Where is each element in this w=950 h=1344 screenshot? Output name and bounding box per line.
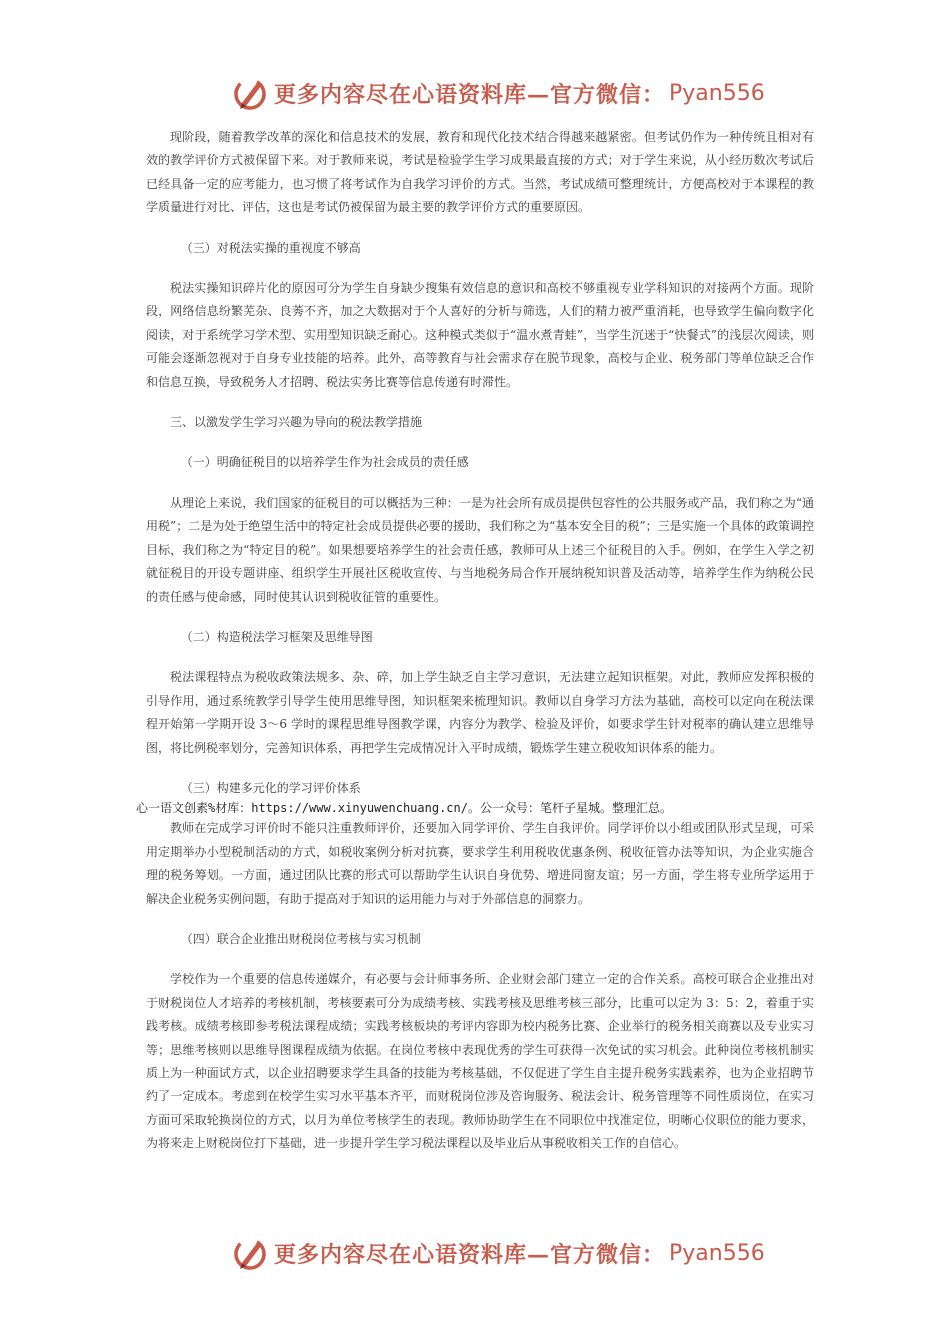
paragraph: 从理论上来说，我们国家的征税目的可以概括为三种：一是为社会所有成员提供包容性的公共服务或产品，我们称之为“通用税”；二是为处于绝望生活中的特定社会成员提供必要的援助，我们称之为“基本安全目的税”；三是实施一个具体的政策调控目标，我们称之为“特定目的税”。如果想要培养学生的社会责任感，教师可从上述三个征税目的入手。例如，在学生入学之初就征税目的开设专题讲座、组织学生开展社区税收宣传、与当地税务局合作开展纳税知识普及活动等，培养学生作为纳税公民的责任感与使命感，同时使其认识到税收征管的重要性。: [146, 495, 814, 604]
section-heading: （三）对税法实操的重视度不够高: [180, 240, 361, 255]
banner-wechat-id: Pyan556: [669, 80, 765, 106]
section-heading: （二）构造税法学习框架及思维导图: [180, 629, 373, 644]
banner-text: 更多内容尽在心语资料库—官方微信：: [274, 1241, 666, 1268]
section-heading: （三）构建多元化的学习评价体系: [180, 780, 361, 795]
section-heading: （一）明确征税目的以培养学生作为社会成员的责任感: [180, 455, 469, 470]
banner-text: 更多内容尽在心语资料库—官方微信：: [274, 81, 666, 108]
source-watermark-line: 心一语文创素%材库：https://www.xinyuwenchuang.cn/。公一众号：笔杆子星城。整理汇总。: [136, 801, 672, 816]
document-body: [136, 126, 814, 1173]
footer-banner: [230, 1230, 765, 1276]
paragraph: 税法课程特点为税收政策法规多、杂、碎，加上学生缺乏自主学习意识，无法建立起知识框架。对此，教师应发挥积极的引导作用，通过系统教学引导学生使用思维导图，知识框架来梳理知识。教师以自身学习方法为基础，高校可以定向在税法课程开始第一学期开设 3～6 学时的课程思维导图教学课，内容分为教学、检验及评价，如要求学生针对税率的确认建立思维导图，将比例税率划分，完善知识体系，再把学生完成情况计入平时成绩，锻炼学生建立税收知识体系的能力。: [146, 670, 814, 755]
pen-brush-logo-icon: [230, 1233, 270, 1273]
chapter-heading: 三、以激发学生学习兴趣为导向的税法教学措施: [170, 415, 423, 430]
paragraph: 学校作为一个重要的信息传递媒介，有必要与会计师事务所、企业财会部门建立一定的合作关系。高校可联合企业推出对于财税岗位人才培养的考核机制，考核要素可分为成绩考核、实践考核及思维考核三部分，比重可以定为 3：5：2，着重于实践考核。成绩考核即参考税法课程成绩；实践考核板块的考评内容即为校内税务比赛、企业举行的税务相关商赛以及专业实习等；思维考核则以思维导图课程成绩为依据。在岗位考核中表现优秀的学生可获得一次免试的实习机会。此种岗位考核机制实质上为一种面试方式，以企业招聘要求学生具备的技能为考核基础，不仅促进了学生自主提升税务实践素养，也为企业招聘节约了一定成本。考虑到在校学生实习水平基本齐平，而财税岗位涉及咨询服务、税法会计、税务管理等不同性质岗位，在实习方面可采取轮换岗位的方式，以月为单位考核学生的表现。教师协助学生在不同职位中找准定位，明晰心仪职位的能力要求，为将来走上财税岗位打下基础，进一步提升学生学习税法课程以及毕业后从事税收相关工作的自信心。: [146, 972, 814, 1151]
section-heading: （四）联合企业推出财税岗位考核与实习机制: [180, 931, 421, 946]
header-banner: [230, 70, 765, 116]
paragraph: 现阶段，随着教学改革的深化和信息技术的发展，教育和现代化技术结合得越来越紧密。但考试仍作为一种传统且相对有效的教学评价方式被保留下来。对于教师来说，考试是检验学生学习成果最直接的方式；对于学生来说，从小经历数次考试后已经具备一定的应考能力，也习惯了将考试作为自我学习评价的方式。当然，考试成绩可整理统计，方便高校对于本课程的教学质量进行对比、评估，这也是考试仍被保留为最主要的教学评价方式的重要原因。: [146, 130, 814, 215]
pen-brush-logo-icon: [230, 73, 270, 113]
banner-wechat-id: Pyan556: [669, 1240, 765, 1266]
paragraph: 教师在完成学习评价时不能只注重教师评价，还要加入同学评价、学生自我评价。同学评价以小组或团队形式呈现，可采用定期举办小型税制活动的方式，如税收案例分析对抗赛，要求学生利用税收优惠条例、税收征管办法等知识，为企业实施合理的税务筹划。一方面，通过团队比赛的形式可以帮助学生认识自身优势、增进同窗友谊；另一方面，学生将专业所学运用于解决企业税务实例问题，有助于提高对于知识的运用能力与对于外部信息的洞察力。: [146, 821, 814, 906]
paragraph: 税法实操知识碎片化的原因可分为学生自身缺少搜集有效信息的意识和高校不够重视专业学科知识的对接两个方面。现阶段，网络信息纷繁芜杂、良莠不齐，加之大数据对于个人喜好的分析与筛选，人们的精力被严重消耗，也导致学生偏向数字化阅读，对于系统学习学术型、实用型知识缺乏耐心。这种模式类似于“温水煮青蛙”，当学生沉迷于“快餐式”的浅层次阅读，则可能会逐渐忽视对于自身专业技能的培养。此外，高等教育与社会需求存在脱节现象，高校与企业、税务部门等单位缺乏合作和信息互换，导致税务人才招聘、税法实务比赛等信息传递有时滞性。: [146, 281, 814, 389]
